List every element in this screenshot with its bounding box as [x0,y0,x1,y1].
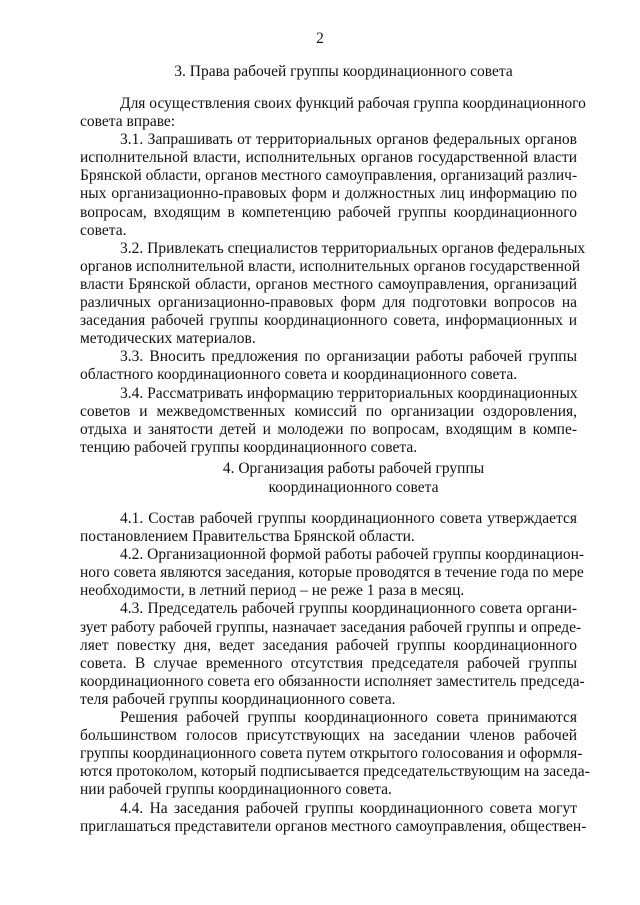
paragraph [80,385,577,457]
paragraph-line: вопросам, входящим в компетенцию рабочей группы координационного [80,203,577,221]
paragraph-line: совета. [80,221,127,239]
paragraph-line: 4.1. Состав рабочей группы координационного совета утверждается [120,510,577,527]
paragraph-line: различных организационно-правовых форм для подготовки вопросов на [80,294,577,312]
section-3-heading-text: 3. Права рабочей группы координационного совета [174,63,513,80]
paragraph-line: областного координационного совета и координационного совета. [80,366,518,384]
paragraph-line: советов и межведомственных комиссий по организации оздоровления, [80,402,577,420]
page-number: 2 [316,30,324,47]
paragraph-line: теля рабочей группы координационного совета. [80,690,396,708]
paragraph-line: координационного совета его обязанности исполняет заместитель председа- [80,672,585,690]
paragraph [80,510,577,546]
paragraph-line: приглашаться представители органов местного самоуправления, обществен- [80,817,587,835]
paragraph-line: власти Брянской области, органов местного самоуправления, организаций [80,275,577,293]
paragraph-line: тенцию рабочей группы координационного совета. [80,438,418,456]
paragraph-line: зует работу рабочей группы, назначает заседания рабочей группы и опреде- [80,618,582,636]
section-4-body [80,510,590,836]
section-4-heading-line: 4. Организация работы рабочей группы [222,460,485,477]
paragraph [80,600,585,709]
paragraph-line: постановлением Правительства Брянской области. [80,528,415,546]
paragraph-line: 4.2. Организационной формой работы рабочей группы координацион- [120,546,585,564]
paragraph-line: 3.1. Запрашивать от территориальных органов федеральных органов [120,131,577,149]
paragraph [80,95,586,131]
paragraph-line: ного совета являются заседания, которые проводятся в течение года по мере [80,564,584,582]
paragraph-line: 3.3. Вносить предложения по организации работы рабочей группы [120,348,577,366]
paragraph-line: ных организационно-правовых форм и должностных лиц информацию по [80,185,577,203]
paragraph-line: группы координационного совета путем открытого голосования и оформля- [80,745,583,763]
paragraph-line: совета. В случае временного отсутствия председателя рабочей группы [80,654,577,672]
section-3-body [80,95,586,457]
paragraph [80,799,587,836]
paragraph [80,546,585,600]
paragraph-line: Для осуществления своих функций рабочая группа координационного [120,95,586,112]
paragraph-line: Брянской области, органов местного самоуправления, организаций различ- [80,167,578,185]
paragraph-line: 4.3. Председатель рабочей группы координационного совета органи- [120,600,577,618]
paragraph-line: Решения рабочей группы координационного совета принимаются [120,709,577,727]
paragraph-line: отдыха и занятости детей и молодежи по вопросам, входящим в компе- [80,420,577,438]
section-4-heading-line: координационного совета [268,479,439,496]
paragraph [80,709,590,799]
paragraph-line: совета вправе: [80,113,176,131]
section-3-heading [80,62,577,81]
paragraph-line: 4.4. На заседания рабочей группы координационного совета могут [120,799,577,817]
section-4-heading [80,459,577,497]
paragraph-line: ются протоколом, который подписывается председательствующим на заседа- [80,763,590,781]
paragraph-line: необходимости, в летний период – не реже 1 раза в месяц. [80,582,465,600]
paragraph-line: методических материалов. [80,330,256,348]
paragraph [80,131,577,240]
paragraph-line: ляет повестку дня, ведет заседания рабочей группы координационного [80,636,577,654]
paragraph-line: органов исполнительной власти, исполнительных органов государственной [80,257,580,275]
paragraph-line: исполнительной власти, исполнительных органов государственной власти [80,149,577,167]
paragraph-line: нии рабочей группы координационного совета. [80,781,392,799]
paragraph [80,348,577,384]
paragraph-line: 3.4. Рассматривать информацию территориальных координационных [120,384,578,402]
paragraph [80,239,586,349]
paragraph-line: заседания рабочей группы координационного совета, информационных и [80,312,577,330]
paragraph-line: 3.2. Привлекать специалистов территориальных органов федеральных [120,239,586,257]
paragraph-line: большинством голосов присутствующих на заседании членов рабочей [80,727,577,745]
